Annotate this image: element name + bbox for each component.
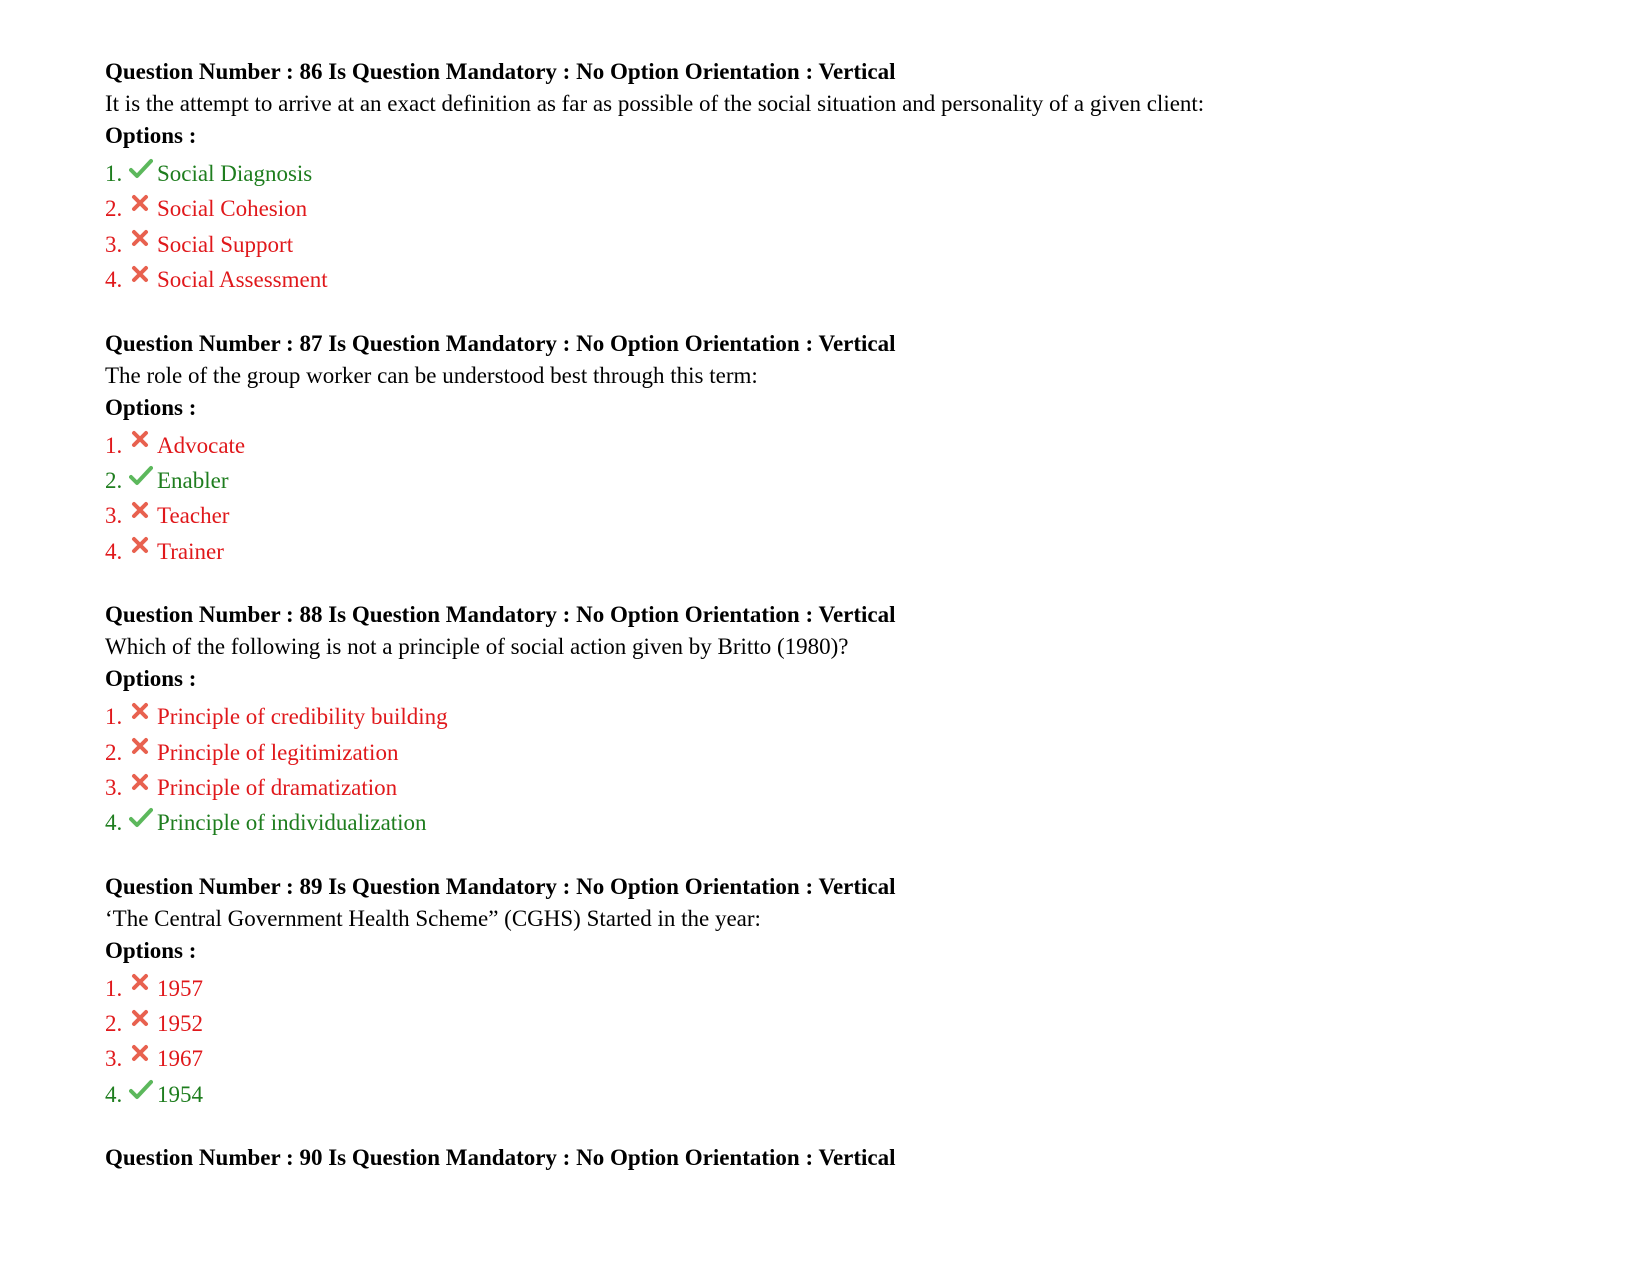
check-icon [129, 158, 157, 180]
options-label: Options : [105, 937, 197, 963]
option-text: Principle of dramatization [157, 774, 398, 800]
option-text: Social Cohesion [157, 196, 308, 222]
option-number: 3. [105, 503, 123, 529]
cross-icon [129, 535, 157, 557]
option-number: 2. [105, 467, 123, 493]
cross-icon [129, 1008, 157, 1030]
option-text: Principle of individualization [157, 810, 427, 836]
option-text: Advocate [157, 432, 246, 458]
check-icon [129, 465, 157, 487]
cross-icon [129, 228, 157, 250]
option-text: Trainer [157, 538, 224, 564]
check-icon [129, 807, 157, 829]
question-text: It is the attempt to arrive at an exact definition as far as possible of the social situation and personality of a given client: [105, 91, 1205, 116]
option-wrong [105, 770, 1585, 805]
options-label: Options : [105, 394, 197, 420]
option-correct [105, 463, 1585, 498]
option-number: 3. [105, 231, 123, 257]
option-correct [105, 805, 1585, 840]
option-wrong [105, 699, 1585, 734]
option-number: 1. [105, 161, 123, 186]
option-wrong [105, 498, 1585, 533]
cross-icon [129, 701, 157, 723]
check-icon [129, 1079, 157, 1101]
option-number: 2. [105, 739, 123, 765]
option-wrong [105, 227, 1585, 262]
question-block [105, 56, 1585, 298]
option-wrong [105, 534, 1585, 569]
option-wrong [105, 191, 1585, 226]
option-text: Enabler [157, 467, 229, 493]
option-number: 4. [105, 810, 123, 836]
cross-icon [129, 500, 157, 522]
cross-icon [129, 1043, 157, 1065]
question-header: Question Number : 90 Is Question Mandatory : No Option Orientation : Vertical [105, 1145, 896, 1171]
question-paper [105, 56, 1585, 1204]
question-block [105, 599, 1585, 841]
cross-icon [129, 772, 157, 794]
question-text: Which of the following is not a principle of social action given by Britto (1980)? [105, 634, 849, 660]
cross-icon [129, 264, 157, 286]
option-text: 1967 [157, 1046, 203, 1072]
option-text: 1957 [157, 975, 203, 1001]
option-number: 1. [105, 432, 123, 458]
question-text: The role of the group worker can be understood best through this term: [105, 362, 758, 388]
option-number: 1. [105, 975, 123, 1001]
cross-icon [129, 193, 157, 215]
option-number: 3. [105, 774, 123, 800]
option-wrong [105, 262, 1585, 297]
option-number: 2. [105, 1011, 123, 1037]
option-number: 3. [105, 1046, 123, 1072]
cross-icon [129, 736, 157, 758]
option-text: 1952 [157, 1011, 203, 1037]
option-text: Principle of credibility building [157, 704, 448, 730]
option-number: 2. [105, 196, 123, 222]
options-label: Options : [105, 123, 197, 148]
option-wrong [105, 971, 1585, 1006]
question-text: ‘The Central Government Health Scheme” (CGHS) Started in the year: [105, 905, 761, 931]
options-label: Options : [105, 666, 197, 692]
question-block [105, 871, 1585, 1113]
question-header: Question Number : 89 Is Question Mandatory : No Option Orientation : Vertical [105, 873, 896, 899]
question-header: Question Number : 87 Is Question Mandatory : No Option Orientation : Vertical [105, 330, 896, 356]
option-correct [105, 1077, 1585, 1112]
option-text: Social Assessment [157, 267, 328, 293]
question-header: Question Number : 88 Is Question Mandatory : No Option Orientation : Vertical [105, 602, 896, 628]
option-number: 1. [105, 704, 123, 730]
option-text: Teacher [157, 503, 230, 529]
option-text: Social Support [157, 231, 294, 257]
cross-icon [129, 972, 157, 994]
question-block [105, 1142, 1585, 1174]
option-correct [105, 156, 1585, 191]
option-text: 1954 [157, 1081, 203, 1107]
option-number: 4. [105, 1081, 123, 1107]
question-header: Question Number : 86 Is Question Mandatory : No Option Orientation : Vertical [105, 59, 896, 84]
cross-icon [129, 429, 157, 451]
option-wrong [105, 1041, 1585, 1076]
option-wrong [105, 428, 1585, 463]
option-number: 4. [105, 267, 123, 293]
question-block [105, 328, 1585, 570]
option-wrong [105, 735, 1585, 770]
option-text: Principle of legitimization [157, 739, 399, 765]
option-wrong [105, 1006, 1585, 1041]
option-number: 4. [105, 538, 123, 564]
option-text: Social Diagnosis [157, 161, 313, 186]
